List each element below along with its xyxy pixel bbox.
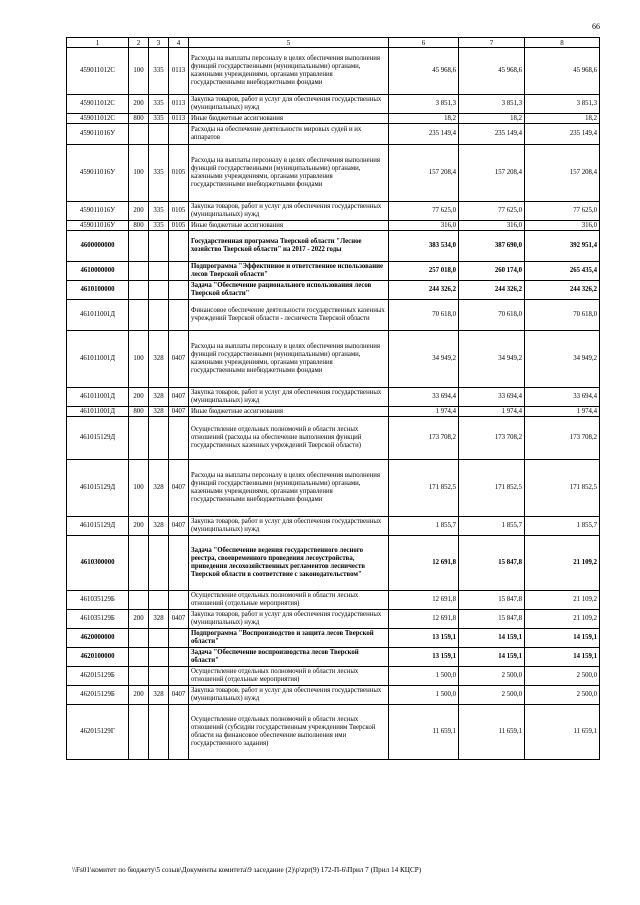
row-section — [169, 124, 189, 145]
table-row — [67, 95, 600, 114]
table-row — [67, 686, 600, 705]
row-value-2022: 2 500,0 — [459, 686, 525, 705]
row-value-2021: 18,2 — [389, 114, 459, 124]
row-ministry: 328 — [149, 388, 169, 407]
row-name: Иные бюджетные ассигнования — [189, 407, 389, 417]
header-cell: 5 — [189, 38, 389, 48]
row-type: 800 — [129, 114, 149, 124]
table-row — [67, 591, 600, 610]
row-type: 100 — [129, 48, 149, 95]
row-value-2023: 316,0 — [525, 221, 600, 231]
row-value-2021: 77 625,0 — [389, 202, 459, 221]
row-name: Иные бюджетные ассигнования — [189, 221, 389, 231]
row-type — [129, 300, 149, 331]
row-value-2022: 70 618,0 — [459, 300, 525, 331]
row-section — [169, 281, 189, 300]
header-cell: 2 — [129, 38, 149, 48]
row-ministry: 335 — [149, 145, 169, 202]
header-cell: 1 — [67, 38, 129, 48]
row-value-2021: 173 708,2 — [389, 417, 459, 460]
row-type: 200 — [129, 202, 149, 221]
row-section: 0105 — [169, 221, 189, 231]
row-value-2021: 12 691,8 — [389, 591, 459, 610]
row-code: 4620100000 — [67, 648, 129, 667]
header-row — [67, 38, 600, 48]
row-code: 459011012С — [67, 48, 129, 95]
table-row — [67, 221, 600, 231]
row-name: Расходы на выплаты персоналу в целях обеспечения выполнения функций государственными (муниципальными) органами, казенными учреждениями, органами управления государственными внебюджетными фондами — [189, 460, 389, 517]
row-value-2022: 14 159,1 — [459, 629, 525, 648]
row-value-2022: 173 708,2 — [459, 417, 525, 460]
row-section — [169, 231, 189, 262]
row-value-2022: 77 625,0 — [459, 202, 525, 221]
row-type — [129, 124, 149, 145]
row-code: 461011001Д — [67, 300, 129, 331]
row-type — [129, 262, 149, 281]
row-name: Закупка товаров, работ и услуг для обеспечения государственных (муниципальных) нужд — [189, 202, 389, 221]
row-value-2021: 1 500,0 — [389, 686, 459, 705]
row-type: 200 — [129, 517, 149, 536]
row-value-2021: 244 326,2 — [389, 281, 459, 300]
row-value-2023: 244 326,2 — [525, 281, 600, 300]
row-value-2022: 45 968,6 — [459, 48, 525, 95]
page-number: 66 — [592, 22, 600, 31]
row-value-2021: 235 149,4 — [389, 124, 459, 145]
table-row — [67, 124, 600, 145]
row-value-2023: 34 949,2 — [525, 331, 600, 388]
row-section: 0407 — [169, 407, 189, 417]
row-section — [169, 300, 189, 331]
row-ministry: 328 — [149, 407, 169, 417]
row-value-2023: 171 852,5 — [525, 460, 600, 517]
row-ministry — [149, 648, 169, 667]
row-name: Осуществление отдельных полномочий в области лесных отношений (расходы на обеспечение выполнения функций государственных казенных учреждений Тверской области) — [189, 417, 389, 460]
row-code: 4610300000 — [67, 536, 129, 591]
row-name: Расходы на выплаты персоналу в целях обеспечения выполнения функций государственными (муниципальными) органами, казенными учреждениями, органами управления государственными внебюджетными фондами — [189, 48, 389, 95]
row-name: Осуществление отдельных полномочий в области лесных отношений (отдельные мероприятия) — [189, 591, 389, 610]
row-section: 0407 — [169, 331, 189, 388]
row-section: 0407 — [169, 460, 189, 517]
row-value-2023: 3 851,3 — [525, 95, 600, 114]
row-name: Задача "Обеспечение ведения государственного лесного реестра, своевременного проведения лесоустройства, приведения лесохозяйственных регламентов лесничеств Тверской области в соответствие с законодательством" — [189, 536, 389, 591]
file-path-footer: \\Fs01\комитет по бюджету\5 созыв\Документы комитета\9 заседание (2)\p\zpr(9) 172-П-6\Прил 7 (Прил 14 КЦСР) — [72, 866, 422, 874]
table-row — [67, 262, 600, 281]
row-ministry: 335 — [149, 114, 169, 124]
row-code: 461011001Д — [67, 407, 129, 417]
row-value-2021: 1 855,7 — [389, 517, 459, 536]
table-row — [67, 300, 600, 331]
row-value-2023: 14 159,1 — [525, 648, 600, 667]
row-name: Закупка товаров, работ и услуг для обеспечения государственных (муниципальных) нужд — [189, 95, 389, 114]
row-value-2023: 2 500,0 — [525, 667, 600, 686]
table-row — [67, 517, 600, 536]
row-type — [129, 629, 149, 648]
row-section: 0113 — [169, 48, 189, 95]
row-value-2022: 11 659,1 — [459, 705, 525, 760]
row-section: 0407 — [169, 388, 189, 407]
row-code: 4610100000 — [67, 281, 129, 300]
row-type — [129, 536, 149, 591]
row-code: 461035129Б — [67, 591, 129, 610]
row-value-2022: 235 149,4 — [459, 124, 525, 145]
row-value-2022: 1 855,7 — [459, 517, 525, 536]
row-section — [169, 536, 189, 591]
row-value-2021: 383 534,0 — [389, 231, 459, 262]
table-row — [67, 231, 600, 262]
row-section — [169, 629, 189, 648]
row-type — [129, 648, 149, 667]
row-value-2022: 18,2 — [459, 114, 525, 124]
table-row — [67, 202, 600, 221]
table-row — [67, 407, 600, 417]
row-value-2022: 3 851,3 — [459, 95, 525, 114]
budget-table — [66, 37, 600, 760]
row-name: Закупка товаров, работ и услуг для обеспечения государственных (муниципальных) нужд — [189, 610, 389, 629]
row-value-2023: 18,2 — [525, 114, 600, 124]
row-name: Расходы на выплаты персоналу в целях обеспечения выполнения функций государственными (муниципальными) органами, казенными учреждениями, органами управления государственными внебюджетными фондами — [189, 331, 389, 388]
header-cell: 6 — [389, 38, 459, 48]
header-cell: 8 — [525, 38, 600, 48]
table-row — [67, 705, 600, 760]
row-value-2023: 235 149,4 — [525, 124, 600, 145]
row-type: 200 — [129, 610, 149, 629]
row-type: 200 — [129, 686, 149, 705]
row-value-2021: 257 018,0 — [389, 262, 459, 281]
row-value-2021: 11 659,1 — [389, 705, 459, 760]
row-type — [129, 667, 149, 686]
row-code: 462015129Б — [67, 686, 129, 705]
row-ministry: 328 — [149, 517, 169, 536]
row-ministry: 328 — [149, 331, 169, 388]
row-code: 459011016У — [67, 221, 129, 231]
row-section: 0105 — [169, 145, 189, 202]
row-type — [129, 591, 149, 610]
row-ministry: 328 — [149, 460, 169, 517]
row-value-2022: 15 847,8 — [459, 591, 525, 610]
row-code: 461015129Д — [67, 417, 129, 460]
header-cell: 4 — [169, 38, 189, 48]
row-name: Осуществление отдельных полномочий в области лесных отношений (отдельные мероприятия) — [189, 667, 389, 686]
row-value-2023: 1 855,7 — [525, 517, 600, 536]
row-code: 461011001Д — [67, 388, 129, 407]
row-value-2021: 12 691,8 — [389, 536, 459, 591]
row-code: 459011012С — [67, 95, 129, 114]
row-type — [129, 231, 149, 262]
row-name: Иные бюджетные ассигнования — [189, 114, 389, 124]
row-value-2023: 21 109,2 — [525, 591, 600, 610]
row-section — [169, 262, 189, 281]
row-value-2021: 316,0 — [389, 221, 459, 231]
row-name: Закупка товаров, работ и услуг для обеспечения государственных (муниципальных) нужд — [189, 388, 389, 407]
table-row — [67, 114, 600, 124]
row-type: 200 — [129, 95, 149, 114]
row-name: Задача "Обеспечение рационального использования лесов Тверской области" — [189, 281, 389, 300]
header-cell: 7 — [459, 38, 525, 48]
row-ministry — [149, 536, 169, 591]
row-value-2023: 33 694,4 — [525, 388, 600, 407]
row-section — [169, 667, 189, 686]
row-value-2021: 33 694,4 — [389, 388, 459, 407]
row-ministry — [149, 300, 169, 331]
row-code: 459011016У — [67, 202, 129, 221]
row-value-2022: 171 852,5 — [459, 460, 525, 517]
row-ministry — [149, 591, 169, 610]
row-value-2023: 77 625,0 — [525, 202, 600, 221]
table-row — [67, 331, 600, 388]
row-ministry — [149, 262, 169, 281]
header-cell: 3 — [149, 38, 169, 48]
row-name: Закупка товаров, работ и услуг для обеспечения государственных (муниципальных) нужд — [189, 517, 389, 536]
row-value-2023: 392 951,4 — [525, 231, 600, 262]
row-value-2022: 157 208,4 — [459, 145, 525, 202]
table-row — [67, 388, 600, 407]
row-value-2023: 45 968,6 — [525, 48, 600, 95]
row-type: 800 — [129, 221, 149, 231]
row-code: 461011001Д — [67, 331, 129, 388]
row-value-2023: 14 159,1 — [525, 629, 600, 648]
row-value-2021: 13 159,1 — [389, 629, 459, 648]
table-row — [67, 48, 600, 95]
row-name: Финансовое обеспечение деятельности государственных казенных учреждений Тверской области - лесничеств Тверской области — [189, 300, 389, 331]
row-type — [129, 705, 149, 760]
row-value-2022: 15 847,8 — [459, 610, 525, 629]
row-ministry — [149, 231, 169, 262]
table-row — [67, 417, 600, 460]
row-ministry — [149, 124, 169, 145]
row-code: 461015129Д — [67, 460, 129, 517]
row-section — [169, 648, 189, 667]
row-value-2023: 21 109,2 — [525, 610, 600, 629]
row-ministry: 335 — [149, 202, 169, 221]
row-value-2022: 244 326,2 — [459, 281, 525, 300]
row-ministry — [149, 667, 169, 686]
row-ministry — [149, 417, 169, 460]
row-value-2021: 1 500,0 — [389, 667, 459, 686]
row-section — [169, 417, 189, 460]
row-name: Расходы на выплаты персоналу в целях обеспечения выполнения функций государственными (муниципальными) органами, казенными учреждениями, органами управления государственными внебюджетными фондами — [189, 145, 389, 202]
row-name: Закупка товаров, работ и услуг для обеспечения государственных (муниципальных) нужд — [189, 686, 389, 705]
row-value-2021: 12 691,8 — [389, 610, 459, 629]
row-value-2021: 171 852,5 — [389, 460, 459, 517]
row-value-2022: 316,0 — [459, 221, 525, 231]
row-name: Государственная программа Тверской области "Лесное хозяйство Тверской области" на 2017 - 2022 годы — [189, 231, 389, 262]
row-section — [169, 705, 189, 760]
row-code: 459011012С — [67, 114, 129, 124]
row-code: 461015129Д — [67, 517, 129, 536]
row-value-2023: 70 618,0 — [525, 300, 600, 331]
row-name: Подпрограмма "Эффективное и ответственное использование лесов Тверской области" — [189, 262, 389, 281]
row-value-2022: 14 159,1 — [459, 648, 525, 667]
row-code: 461035129Б — [67, 610, 129, 629]
table-row — [67, 536, 600, 591]
row-ministry: 328 — [149, 686, 169, 705]
row-code: 459011016У — [67, 124, 129, 145]
row-ministry: 328 — [149, 610, 169, 629]
row-value-2021: 3 851,3 — [389, 95, 459, 114]
row-value-2021: 34 949,2 — [389, 331, 459, 388]
row-value-2023: 21 109,2 — [525, 536, 600, 591]
row-code: 462015129Б — [67, 667, 129, 686]
row-code: 459011016У — [67, 145, 129, 202]
row-ministry: 335 — [149, 95, 169, 114]
row-type — [129, 417, 149, 460]
table-row — [67, 648, 600, 667]
row-value-2021: 157 208,4 — [389, 145, 459, 202]
row-section: 0407 — [169, 610, 189, 629]
row-code: 462015129Г — [67, 705, 129, 760]
row-type: 100 — [129, 331, 149, 388]
row-value-2021: 1 974,4 — [389, 407, 459, 417]
row-section: 0407 — [169, 517, 189, 536]
row-name: Задача "Обеспечение воспроизводства лесов Тверской области" — [189, 648, 389, 667]
table-row — [67, 281, 600, 300]
row-name: Осуществление отдельных полномочий в области лесных отношений (субсидии государственным учреждениям Тверской области на финансовое обеспечение выполнения ими государственного задания) — [189, 705, 389, 760]
row-section: 0407 — [169, 686, 189, 705]
row-ministry: 335 — [149, 221, 169, 231]
row-value-2023: 1 974,4 — [525, 407, 600, 417]
row-value-2022: 2 500,0 — [459, 667, 525, 686]
row-value-2022: 1 974,4 — [459, 407, 525, 417]
table-row — [67, 145, 600, 202]
row-value-2022: 15 847,8 — [459, 536, 525, 591]
row-value-2022: 387 690,0 — [459, 231, 525, 262]
row-value-2023: 173 708,2 — [525, 417, 600, 460]
row-type: 100 — [129, 460, 149, 517]
row-ministry — [149, 281, 169, 300]
row-type: 200 — [129, 388, 149, 407]
row-value-2023: 157 208,4 — [525, 145, 600, 202]
row-name: Подпрограмма "Воспроизводство и защита лесов Тверской области" — [189, 629, 389, 648]
row-ministry: 335 — [149, 48, 169, 95]
row-value-2022: 34 949,2 — [459, 331, 525, 388]
table-row — [67, 629, 600, 648]
row-type: 100 — [129, 145, 149, 202]
row-type: 800 — [129, 407, 149, 417]
row-type — [129, 281, 149, 300]
row-value-2022: 260 174,0 — [459, 262, 525, 281]
table-row — [67, 610, 600, 629]
row-value-2021: 13 159,1 — [389, 648, 459, 667]
row-value-2021: 45 968,6 — [389, 48, 459, 95]
row-code: 4610000000 — [67, 262, 129, 281]
row-value-2023: 265 435,4 — [525, 262, 600, 281]
row-value-2023: 2 500,0 — [525, 686, 600, 705]
row-code: 4620000000 — [67, 629, 129, 648]
row-section: 0113 — [169, 114, 189, 124]
row-name: Расходы на обеспечение деятельности мировых судей и их аппаратов — [189, 124, 389, 145]
row-section: 0113 — [169, 95, 189, 114]
row-value-2022: 33 694,4 — [459, 388, 525, 407]
table-row — [67, 667, 600, 686]
row-section: 0105 — [169, 202, 189, 221]
table-row — [67, 460, 600, 517]
row-value-2023: 11 659,1 — [525, 705, 600, 760]
row-value-2021: 70 618,0 — [389, 300, 459, 331]
row-section — [169, 591, 189, 610]
row-code: 4600000000 — [67, 231, 129, 262]
row-ministry — [149, 705, 169, 760]
row-ministry — [149, 629, 169, 648]
